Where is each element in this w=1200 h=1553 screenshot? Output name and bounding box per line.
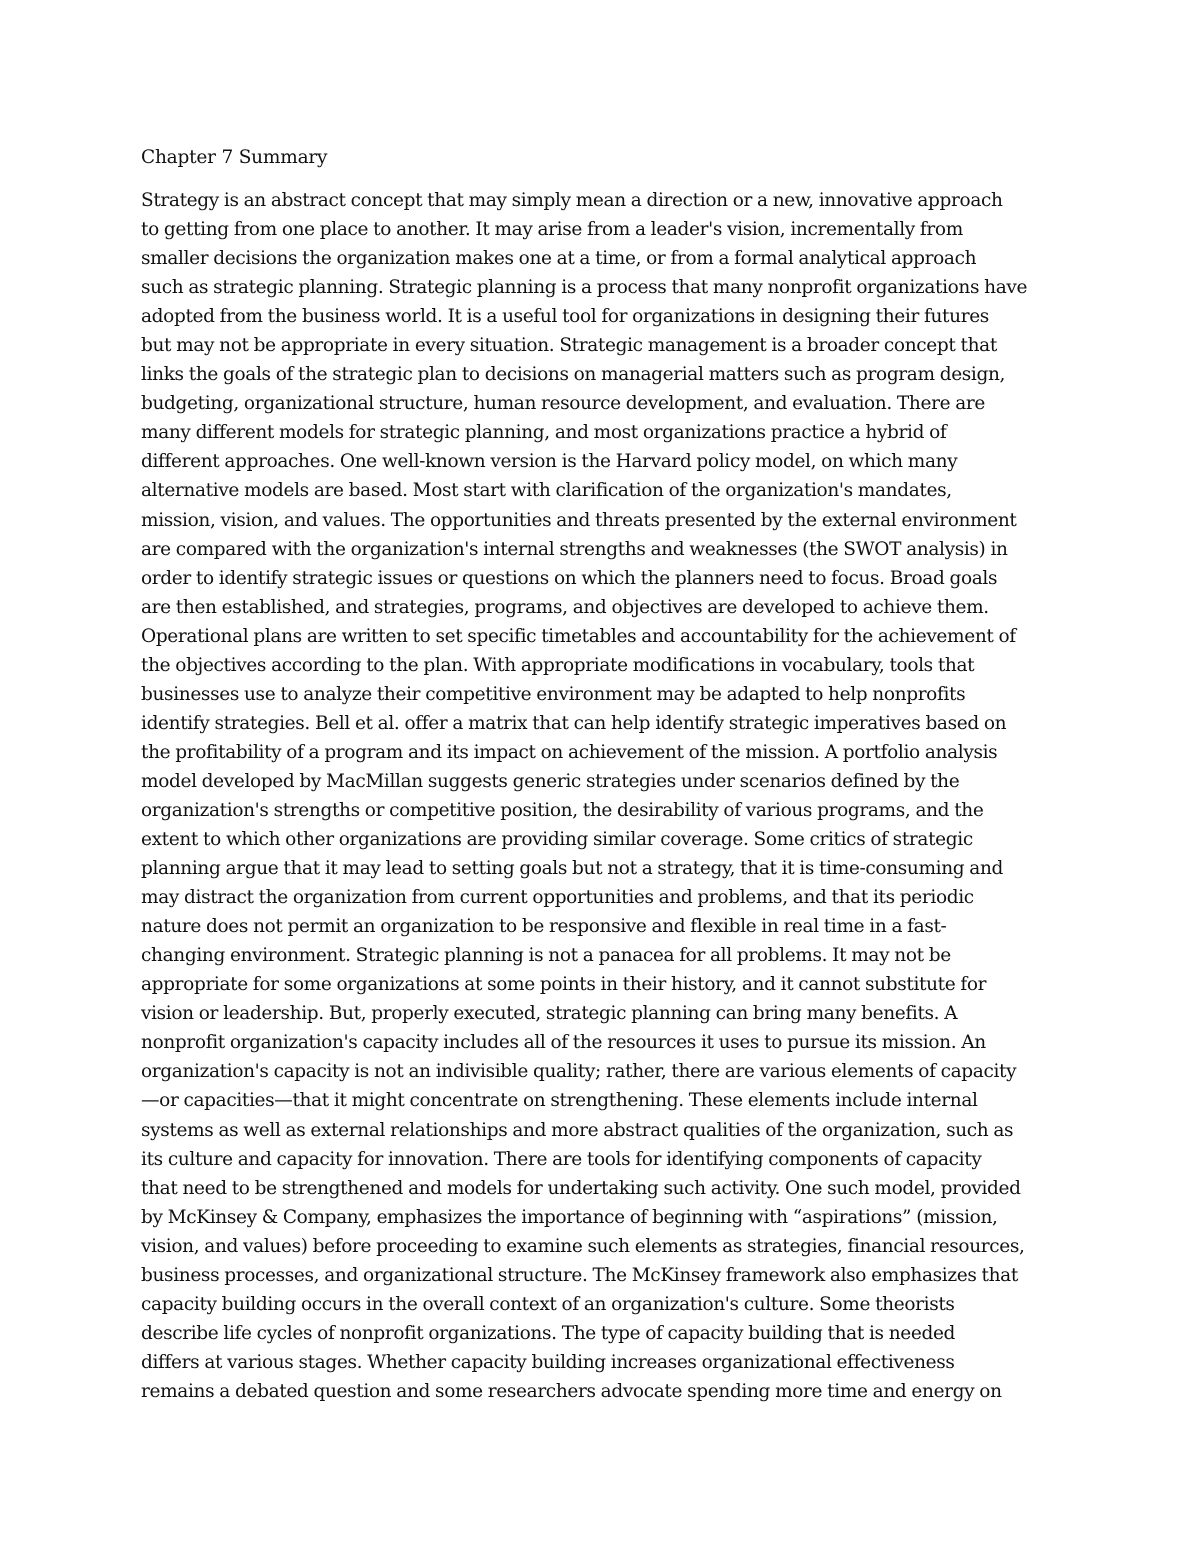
body-line: nature does not permit an organization to be responsive and flexible in real time in a fast- xyxy=(141,916,947,938)
body-line: to getting from one place to another. It may arise from a leader's vision, incrementally from xyxy=(141,219,963,241)
body-line: model developed by MacMillan suggests generic strategies under scenarios defined by the xyxy=(141,770,960,792)
body-line: alternative models are based. Most start with clarification of the organization's mandates, xyxy=(141,480,952,502)
body-line: the profitability of a program and its impact on achievement of the mission. A portfolio analysis xyxy=(141,741,998,763)
body-line: differs at various stages. Whether capacity building increases organizational effectiveness xyxy=(141,1351,955,1373)
body-line: different approaches. One well-known version is the Harvard policy model, on which many xyxy=(141,451,958,473)
body-line: appropriate for some organizations at some points in their history, and it cannot substitute for xyxy=(141,974,987,996)
body-line: vision, and values) before proceeding to examine such elements as strategies, financial resources, xyxy=(141,1235,1025,1257)
body-line: business processes, and organizational structure. The McKinsey framework also emphasizes that xyxy=(141,1264,1018,1286)
body-line: planning argue that it may lead to setting goals but not a strategy, that it is time-consuming and xyxy=(141,858,1004,880)
body-line: links the goals of the strategic plan to decisions on managerial matters such as program design, xyxy=(141,364,1006,386)
body-line: many different models for strategic planning, and most organizations practice a hybrid of xyxy=(141,422,947,444)
body-line: remains a debated question and some researchers advocate spending more time and energy on xyxy=(141,1380,1002,1402)
document-title: Chapter 7 Summary xyxy=(141,147,328,168)
body-line: nonprofit organization's capacity includes all of the resources it uses to pursue its mission. An xyxy=(141,1032,986,1054)
body-line: that need to be strengthened and models for undertaking such activity. One such model, provided xyxy=(141,1177,1021,1199)
body-line: the objectives according to the plan. With appropriate modifications in vocabulary, tools that xyxy=(141,654,975,676)
body-line: by McKinsey & Company, emphasizes the importance of beginning with “aspirations” (mission, xyxy=(141,1206,998,1228)
body-line: identify strategies. Bell et al. offer a matrix that can help identify strategic imperatives based on xyxy=(141,712,1007,734)
body-line: vision or leadership. But, properly executed, strategic planning can bring many benefits. A xyxy=(141,1003,958,1025)
body-line: businesses use to analyze their competitive environment may be adapted to help nonprofits xyxy=(141,683,966,705)
body-line: order to identify strategic issues or questions on which the planners need to focus. Broad goals xyxy=(141,567,998,589)
body-line: are compared with the organization's internal strengths and weaknesses (the SWOT analysis) in xyxy=(141,538,1008,560)
body-line: Operational plans are written to set specific timetables and accountability for the achievement of xyxy=(141,625,1016,647)
document-body xyxy=(141,186,1071,1406)
body-line: Strategy is an abstract concept that may simply mean a direction or a new, innovative approach xyxy=(141,190,1003,211)
body-line: but may not be appropriate in every situation. Strategic management is a broader concept that xyxy=(141,335,997,357)
body-line: its culture and capacity for innovation. There are tools for identifying components of capacity xyxy=(141,1148,982,1170)
body-line: are then established, and strategies, programs, and objectives are developed to achieve them. xyxy=(141,596,989,618)
body-line: systems as well as external relationships and more abstract qualities of the organization, such as xyxy=(141,1119,1014,1141)
body-line: organization's strengths or competitive position, the desirability of various programs, and the xyxy=(141,799,984,821)
body-line: changing environment. Strategic planning is not a panacea for all problems. It may not be xyxy=(141,945,951,967)
body-line: mission, vision, and values. The opportunities and threats presented by the external environment xyxy=(141,509,1017,531)
body-line: may distract the organization from current opportunities and problems, and that its periodic xyxy=(141,887,974,909)
body-line: organization's capacity is not an indivisible quality; rather, there are various elements of capacity xyxy=(141,1061,1017,1083)
body-line: such as strategic planning. Strategic planning is a process that many nonprofit organizations have xyxy=(141,277,1028,299)
body-line: adopted from the business world. It is a useful tool for organizations in designing their futures xyxy=(141,306,989,328)
body-line: budgeting, organizational structure, human resource development, and evaluation. There are xyxy=(141,393,985,415)
body-line: smaller decisions the organization makes one at a time, or from a formal analytical approach xyxy=(141,248,977,270)
body-line: describe life cycles of nonprofit organizations. The type of capacity building that is needed xyxy=(141,1322,956,1344)
body-line: extent to which other organizations are providing similar coverage. Some critics of strategic xyxy=(141,829,973,851)
body-line: capacity building occurs in the overall context of an organization's culture. Some theorists xyxy=(141,1293,955,1315)
body-line: —or capacities—that it might concentrate on strengthening. These elements include internal xyxy=(141,1090,978,1112)
